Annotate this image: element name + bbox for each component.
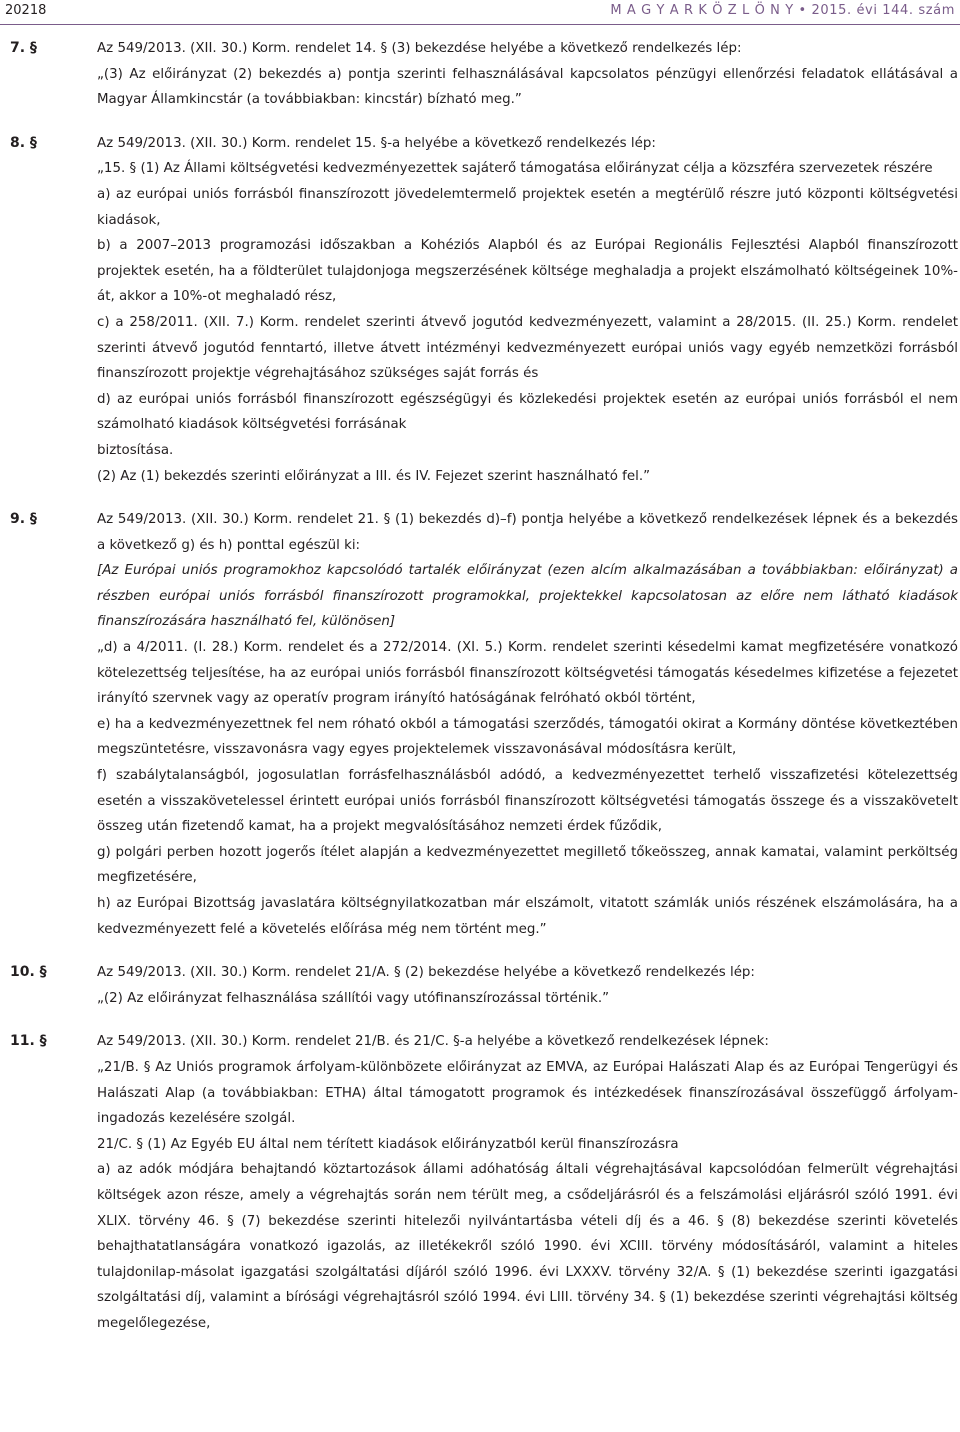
section (0, 507, 960, 942)
publication-title: M A G Y A R K Ö Z L Ö N Y • 2015. évi 144. szám (610, 3, 955, 18)
section-body (97, 1029, 958, 1336)
document-body (0, 36, 960, 1355)
paragraph: c) a 258/2011. (XII. 7.) Korm. rendelet szerinti átvevő jogutód kedvezményezett, valamint a 28/2015. (II. 25.) Korm. rendelet szerinti átvevő jogutód fenntartó, illetve átvett intézményi kedvezményezett európai uniós vagy egyéb nemzetközi forrásból finanszírozott projektje végrehajtásához szükséges saját forrás és (97, 314, 958, 382)
paragraph: Az 549/2013. (XII. 30.) Korm. rendelet 21. § (1) bekezdés d)–f) pontja helyébe a következő rendelkezések lépnek és a bekezdés a következő g) és h) ponttal egészül ki: (97, 512, 958, 553)
paragraph: Az 549/2013. (XII. 30.) Korm. rendelet 14. § (3) bekezdése helyébe a következő rendelkezés lép: (97, 41, 742, 56)
section-number: 9. § (10, 511, 37, 528)
section (0, 960, 960, 1011)
section-number: 8. § (10, 134, 37, 151)
paragraph: „(2) Az előirányzat felhasználása szállítói vagy utófinanszírozással történik.” (97, 990, 610, 1006)
section-body (97, 131, 958, 489)
section (0, 36, 960, 113)
paragraph: g) polgári perben hozott jogerős ítélet alapján a kedvezményezettet megillető tőkeösszeg, annak kamatai, valamint perköltség megfizetésére, (97, 844, 958, 886)
paragraph: Az 549/2013. (XII. 30.) Korm. rendelet 21/A. § (2) bekezdése helyébe a következő rendelkezés lép: (97, 965, 755, 981)
paragraph: „d) a 4/2011. (I. 28.) Korm. rendelet és a 272/2014. (XI. 5.) Korm. rendelet szerinti késedelmi kamat megfizetésére vonatkozó kötelezettség teljesítése, ha az európai uniós forrásból finanszírozott költségvetési támogatás késedelmes kifizetése a fejezetet irányító szervnek vagy az operatív program irányító hatóságának felróható okból történt, (97, 640, 958, 707)
paragraph: biztosítása. (97, 442, 174, 458)
header-divider (0, 24, 960, 25)
page-header (0, 0, 960, 24)
paragraph: f) szabálytalanságból, jogosulatlan forrásfelhasználásból adódó, a kedvezményezettet terhelő visszafizetési kötelezettség esetén a visszakövetelessel érintett európai uniós forrásból finanszírozott költségvetési támogatás összege és a visszakövetelt összeg után fizetendő kamat, ha a projekt megvalósításához nemzeti érdek fűződik, (97, 768, 958, 835)
paragraph: h) az Európai Bizottság javaslatára költségnyilatkozatban már elszámolt, vitatott számlák uniós részének elszámolására, ha a kedvezményezett felé a követelés előírása még nem történt meg.” (97, 896, 958, 937)
paragraph: b) a 2007–2013 programozási időszakban a Kohéziós Alapból és az Európai Regionális Fejlesztési Alapból finanszírozott projektek esetén, ha a földterület tulajdonjoga megszerzésének költsége meghaladja a projekt elszámolható költségeinek 10%-át, akkor a 10%-ot meghaladó rész, (97, 238, 958, 305)
section-number: 7. § (10, 40, 37, 56)
paragraph: (2) Az (1) bekezdés szerinti előirányzat a III. és IV. Fejezet szerint használható fel.” (97, 468, 651, 484)
paragraph: d) az európai uniós forrásból finanszírozott egészségügyi és közlekedési projektek esetén az európai uniós forrásból el nem számolható kiadások költségvetési forrásának (97, 391, 958, 433)
paragraph: [Az Európai uniós programokhoz kapcsolódó tartalék előirányzat (ezen alcím alkalmazásában a továbbiakban: előirányzat) a részben európai uniós forrásból finanszírozott programokkal, projektekkel kapcsolatosan az előre nem látható kiadások finanszírozására használható fel, különösen] (97, 563, 958, 630)
section (0, 1029, 960, 1336)
paragraph: „15. § (1) Az Állami költségvetési kedvezményezettek sajáterő támogatása előirányzat célja a közszféra szervezetek részére (97, 161, 933, 177)
paragraph: „(3) Az előirányzat (2) bekezdés a) pontja szerinti felhasználásával kapcsolatos pénzügyi ellenőrzési feladatok ellátásával a Magyar Államkincstár (a továbbiakban: kincstár) bízható meg.” (97, 66, 958, 108)
paragraph: e) ha a kedvezményezettnek fel nem róható okból a támogatási szerződés, támogatói okirat a Kormány döntése következtében megszüntetésre, visszavonásra vagy egyes projektelemek visszavonásával módosításra került, (97, 716, 958, 758)
section-body (97, 960, 958, 1011)
paragraph: Az 549/2013. (XII. 30.) Korm. rendelet 21/B. és 21/C. §-a helyébe a következő rendelkezések lépnek: (97, 1034, 769, 1050)
section-body (97, 36, 958, 113)
paragraph: 21/C. § (1) Az Egyéb EU által nem térített kiadások előirányzatból kerül finanszírozásra (97, 1136, 679, 1152)
section-number: 11. § (10, 1033, 47, 1050)
section-number: 10. § (10, 964, 47, 981)
paragraph: Az 549/2013. (XII. 30.) Korm. rendelet 15. §-a helyébe a következő rendelkezés lép: (97, 135, 656, 151)
page-number: 20218 (5, 3, 47, 18)
section-body (97, 507, 958, 942)
paragraph: a) az európai uniós forrásból finanszírozott jövedelemtermelő projektek esetén a megtérülő részre jutó központi költségvetési kiadások, (97, 186, 958, 228)
paragraph: „21/B. § Az Uniós programok árfolyam-különbözete előirányzat az EMVA, az Európai Halászati Alap és az Európai Tengerügyi és Halászati Alap (a továbbiakban: ETHA) által támogatott programok és intézkedések finanszírozásával összefüggő árfolyam-ingadozás kezelésére szolgál. (97, 1059, 958, 1127)
paragraph: a) az adók módjára behajtandó köztartozások állami adóhatóság általi végrehajtásával kapcsolódóan felmerült végrehajtási költségek azon része, amely a végrehajtás során nem térült meg, a csődeljárásról és a felszámolási eljárásról szóló 1991. évi XLIX. törvény 46. § (7) bekezdése szerinti hitelezői nyilvántartásba vételi díj és a 46. § (8) bekezdése szerinti követelés behajthatatlanságára vonatkozó igazolás, az illetékekről szóló 1990. évi XCIII. törvény módosításáról, valamint a hiteles tulajdonilap-másolat igazgatási szolgáltatási díjáról szóló 1996. évi LXXXV. törvény 32/A. § (1) bekezdése szerinti igazgatási szolgáltatási díj, valamint a bírósági végrehajtásról szóló 1994. évi LIII. törvény 34. § (1) bekezdése szerinti végrehajtási költség megelőlegezése, (97, 1162, 958, 1331)
section (0, 131, 960, 489)
